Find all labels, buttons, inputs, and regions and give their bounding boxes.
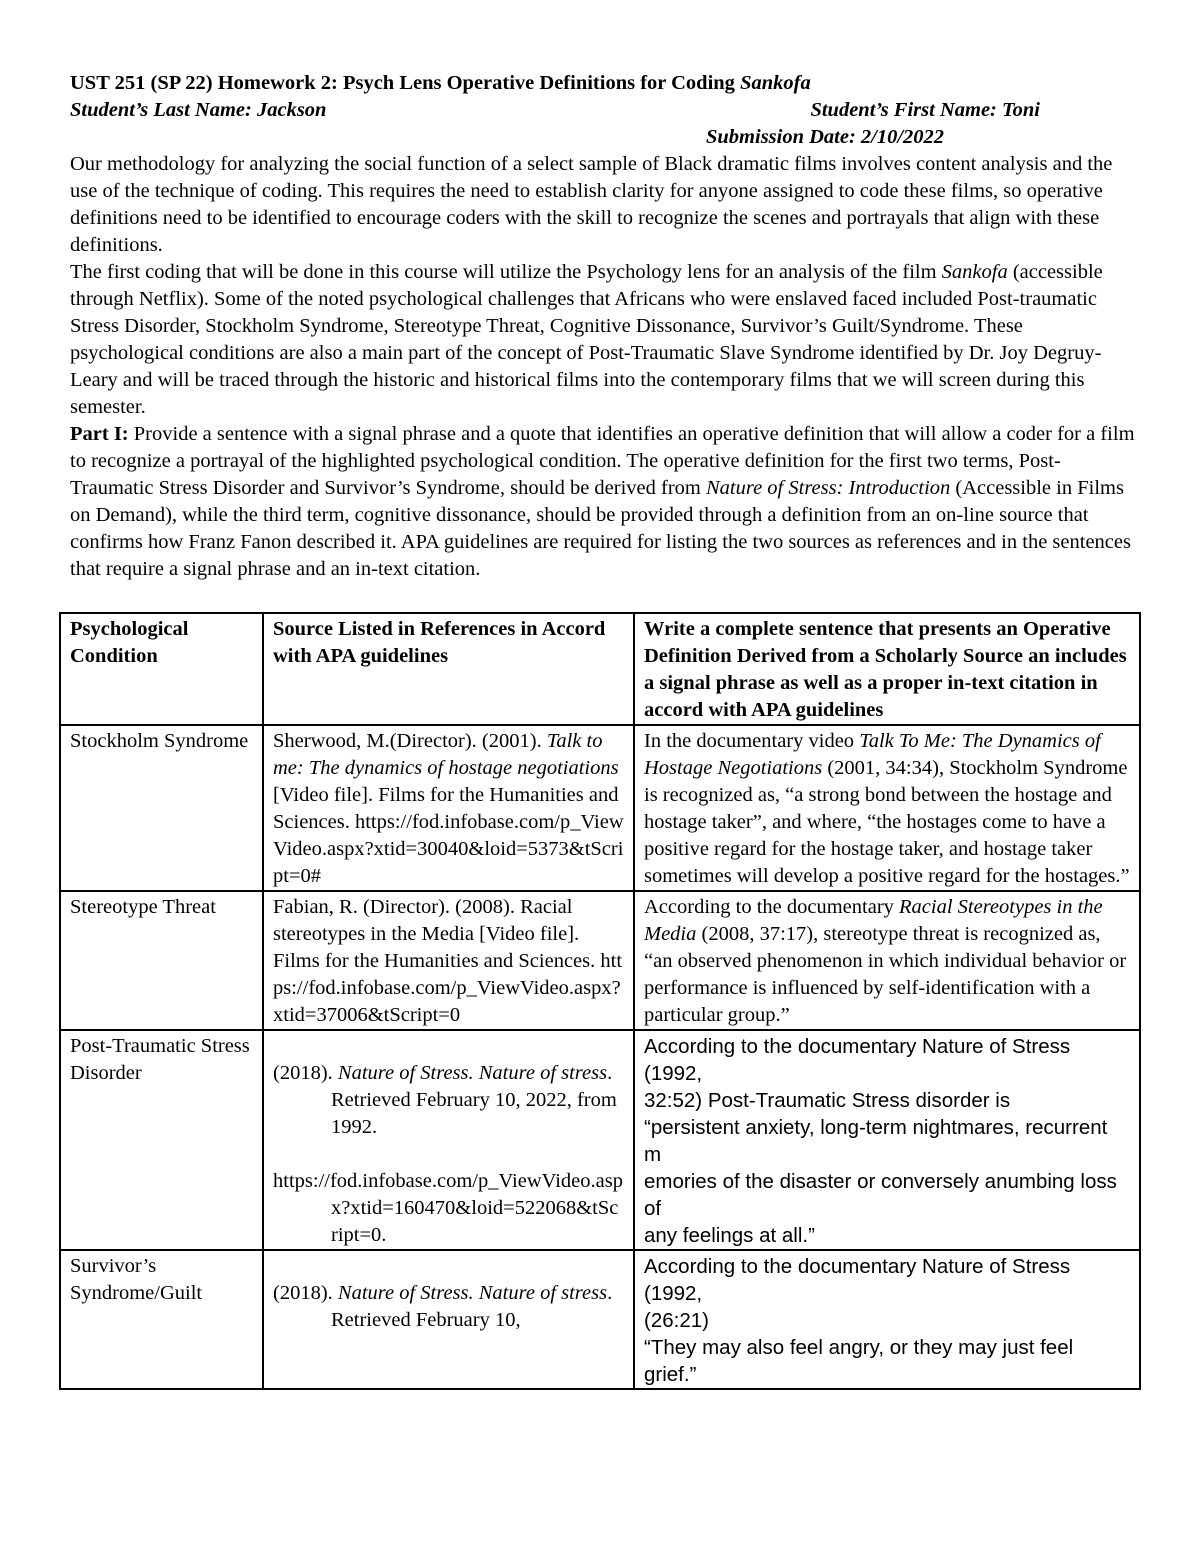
definitions-table [59,612,1141,1390]
definition-cell: According to the documentary Nature of Stress (1992, (26:21) “They may also feel angry, or they may just feel grief.” [634,1250,1140,1389]
condition-cell: Survivor’s Syndrome/Guilt [60,1250,263,1389]
film-title: Sankofa [740,72,811,94]
table-row [60,725,1140,891]
part-one-label: Part I: [70,423,129,445]
source-url: https://fod.infobase.com/p_ViewVideo.aspx?xtid=37006&tScript=0 [273,950,623,1026]
submission-date: Submission Date: 2/10/2022 [706,126,945,148]
definition-cell: In the documentary video Talk To Me: The Dynamics of Hostage Negotiations (2001, 34:34), Stockholm Syndrome is recognized as, “a strong bond between the hostage and hostage taker”, and where, “the hostages come to have a positive regard for the hostage taker, and hostage taker sometimes will develop a positive regard for the hostages.” [634,725,1140,891]
condition-cell: Post-Traumatic Stress Disorder [60,1030,263,1250]
table-row [60,1030,1140,1250]
condition-cell: Stereotype Threat [60,891,263,1030]
header-condition: Psychological Condition [60,613,263,725]
part-one-instructions: Part I: Provide a sentence with a signal phrase and a quote that identifies an operative definition that will allow a coder for a film to recognize a portrayal of the highlighted psychological condition. The operative definition for the first two terms, Post-Traumatic Stress Disorder and Survivor’s Syndrome, should be derived from Nature of Stress: Introduction (Accessible in Films on Demand), while the third term, cognitive dissonance, should be provided through a definition from an on-line source that confirms how Franz Fanon described it. APA guidelines are required for listing the two sources as references and in the sentences that require a signal phrase and an in-text citation. [70,423,1135,580]
intro-paragraph-1: Our methodology for analyzing the social function of a select sample of Black dramatic films involves content analysis and the use of the technique of coding. This requires the need to establish clarity for anyone assigned to code these films, so operative definitions need to be identified to encourage coders with the skill to recognize the scenes and portrayals that align with these definitions. [70,153,1113,256]
intro-paragraph-2: The first coding that will be done in this course will utilize the Psychology lens for an analysis of the film Sankofa (accessible through Netflix). Some of the noted psychological challenges that Africans who were enslaved faced included Post-traumatic Stress Disorder, Stockholm Syndrome, Stereotype Threat, Cognitive Dissonance, Survivor’s Guilt/Syndrome. These psychological conditions are also a main part of the concept of Post-Traumatic Slave Syndrome identified by Dr. Joy Degruy-Leary and will be traced through the historic and historical films into the contemporary films that we will screen during this semester. [70,261,1103,418]
source-cell: (2018). Nature of Stress. Nature of stress. Retrieved February 10, [263,1250,634,1389]
definition-cell: According to the documentary Nature of Stress (1992, 32:52) Post-Traumatic Stress disorder is “persistent anxiety, long-term nightmares, recurrent m emories of the disaster or conversely anumbing loss of any feelings at all.” [634,1030,1140,1250]
student-name-row [70,97,1138,124]
document-page [70,70,1138,583]
definition-cell: According to the documentary Racial Stereotypes in the Media (2008, 37:17), stereotype threat is recognized as, “an observed phenomenon in which individual behavior or performance is influenced by self-identification with a particular group.” [634,891,1140,1030]
student-last-name: Student’s Last Name: Jackson [70,99,327,121]
table-row [60,1250,1140,1389]
table-header-row [60,613,1140,725]
source-cell: Fabian, R. (Director). (2008). Racial stereotypes in the Media [Video file]. Films for the Humanities and Sciences. https://fod.infobase.com/p_ViewVideo.aspx?xtid=37006&tScript=0 [263,891,634,1030]
source-cell: Sherwood, M.(Director). (2001). Talk to me: The dynamics of hostage negotiations [Video file]. Films for the Humanities and Sciences. https://fod.infobase.com/p_ViewVideo.aspx?xtid=30040&loid=5373&tScript=0# [263,725,634,891]
source-url: https://fod.infobase.com/p_ViewVideo.aspx?xtid=160470&loid=522068&tScript=0. [273,1170,623,1246]
assignment-title: UST 251 (SP 22) Homework 2: Psych Lens Operative Definitions for Coding Sankofa [70,72,811,94]
condition-cell: Stockholm Syndrome [60,725,263,891]
header-source: Source Listed in References in Accord with APA guidelines [263,613,634,725]
student-first-name: Student’s First Name: Toni [810,99,1040,121]
table-row [60,891,1140,1030]
source-cell: (2018). Nature of Stress. Nature of stress. Retrieved February 10, 2022, from 1992. https://fod.infobase.com/p_ViewVideo.aspx?xtid=160470&loid=522068&tScript=0. [263,1030,634,1250]
header-definition: Write a complete sentence that presents an Operative Definition Derived from a Scholarly Source an includes a signal phrase as well as a proper in-text citation in accord with APA guidelines [634,613,1140,725]
source-url: https://fod.infobase.com/p_ViewVideo.aspx?xtid=30040&loid=5373&tScript=0# [273,811,624,887]
